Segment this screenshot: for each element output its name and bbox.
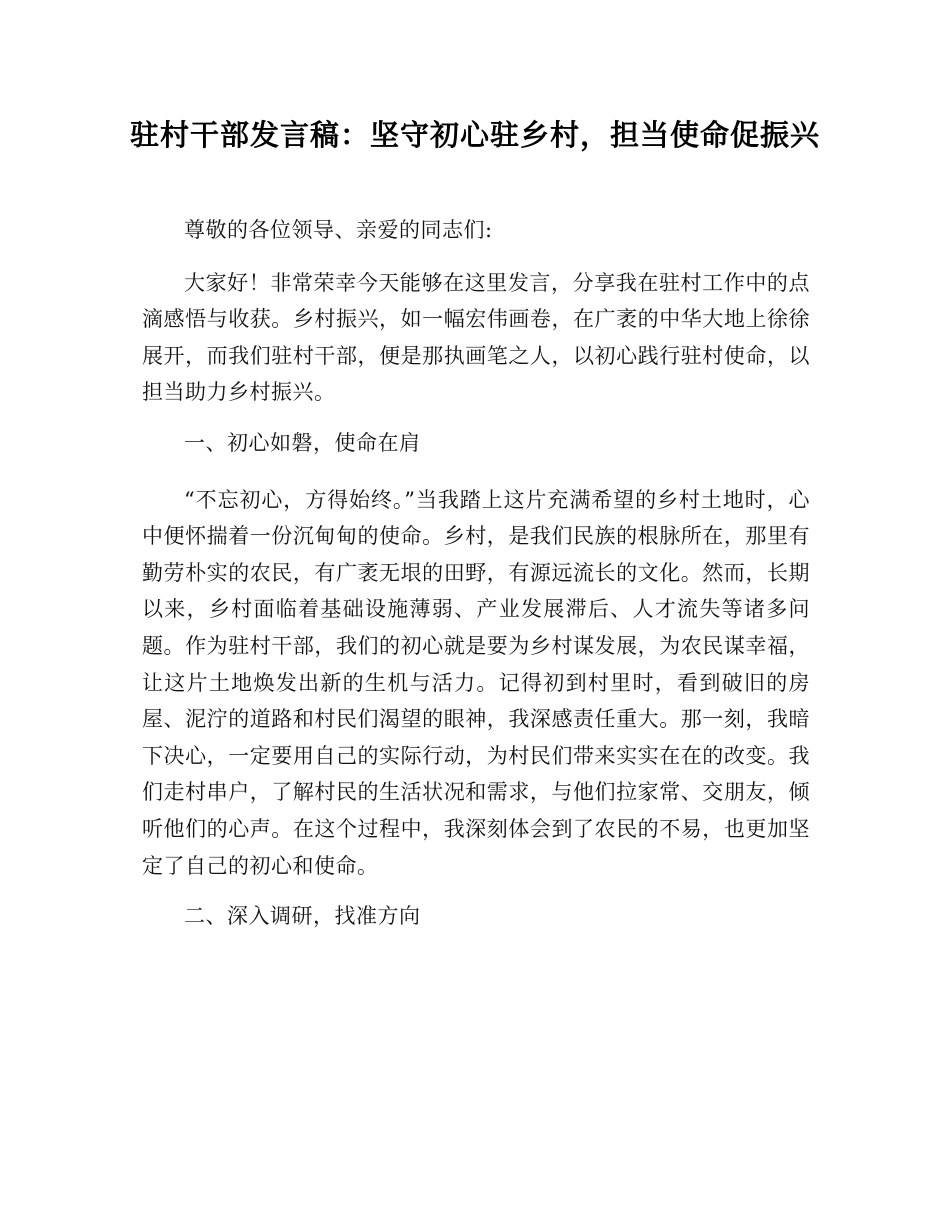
salutation-paragraph: 尊敬的各位领导、亲爱的同志们: xyxy=(184,218,493,242)
document-body xyxy=(142,212,810,955)
section-1-paragraph: “不忘初心，方得始终。”当我踏上这片充满希望的乡村土地时，心中便怀揣着一份沉甸甸的使命。乡村，是我们民族的根脉所在，那里有勤劳朴实的农民，有广袤无垠的田野，有源远流长的文化。然而，长期以来，乡村面临着基础设施薄弱、产业发展滞后、人才流失等诸多问题。作为驻村干部，我们的初心就是要为乡村谋发展，为农民谋幸福，让这片土地焕发出新的生机与活力。记得初到村里时，看到破旧的房屋、泥泞的道路和村民们渴望的眼神，我深感责任重大。那一刻，我暗下决心，一定要用自己的实际行动，为村民们带来实实在在的改变。我们走村串户，了解村民的生活状况和需求，与他们拉家常、交朋友，倾听他们的心声。在这个过程中，我深刻体会到了农民的不易，也更加坚定了自己的初心和使命。 xyxy=(142,487,810,878)
section-heading-2: 二、深入调研，找准方向 xyxy=(184,904,421,929)
opening-paragraph: 大家好！非常荣幸今天能够在这里发言，分享我在驻村工作中的点滴感悟与收获。乡村振兴，如一幅宏伟画卷，在广袤的中华大地上徐徐展开，而我们驻村干部，便是那执画笔之人，以初心践行驻村使命，以担当助力乡村振兴。 xyxy=(142,270,810,405)
document-title: 驻村干部发言稿：坚守初心驻乡村，担当使命促振兴 xyxy=(130,118,821,152)
section-heading-1: 一、初心如磐，使命在肩 xyxy=(184,430,421,455)
